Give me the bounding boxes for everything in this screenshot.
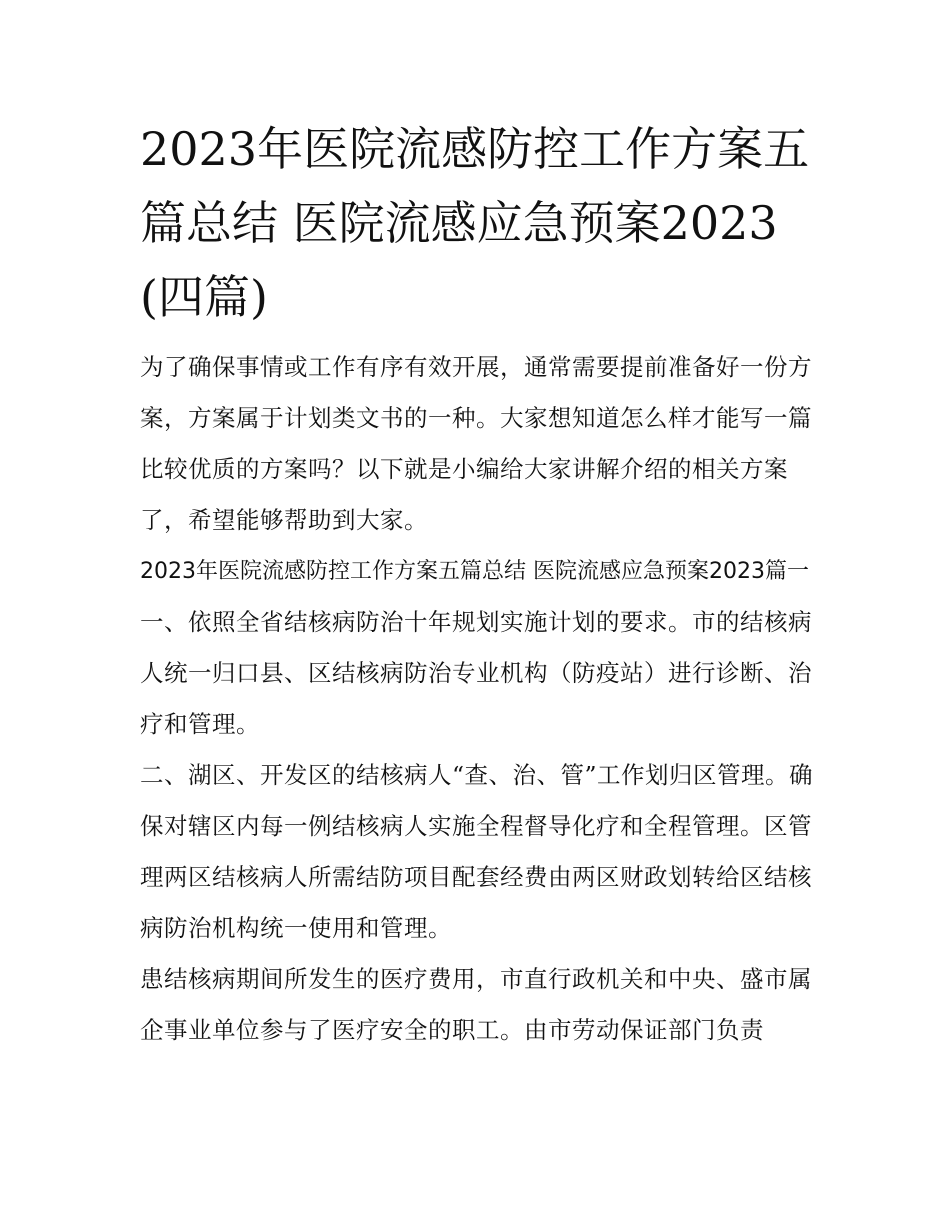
document-title: 2023年医院流感防控工作方案五篇总结 医院流感应急预案2023(四篇) (140, 122, 810, 324)
section-heading: 2023年医院流感防控工作方案五篇总结 医院流感应急预案2023篇一 (140, 559, 809, 584)
paragraph-cost: 患结核病期间所发生的医疗费用，市直行政机关和中央、盛市属企事业单位参与了医疗安全的职工。由市劳动保证部门负责 (140, 965, 812, 1044)
intro-paragraph: 为了确保事情或工作有序有效开展，通常需要提前准备好一份方案，方案属于计划类文书的一种。大家想知道怎么样才能写一篇比较优质的方案吗？以下就是小编给大家讲解介绍的相关方案了，希望能够帮助到大家。 (140, 353, 812, 534)
document-body (140, 342, 820, 1056)
document-page (140, 112, 820, 1056)
paragraph-item-2: 二、湖区、开发区的结核病人“查、治、管”工作划归区管理。确保对辖区内每一例结核病人实施全程督导化疗和全程管理。区管理两区结核病人所需结防项目配套经费由两区财政划转给区结核病防治机构统一使用和管理。 (140, 761, 814, 942)
paragraph-item-1: 一、依照全省结核病防治十年规划实施计划的要求。市的结核病人统一归口县、区结核病防治专业机构（防疫站）进行诊断、治疗和管理。 (140, 608, 812, 738)
